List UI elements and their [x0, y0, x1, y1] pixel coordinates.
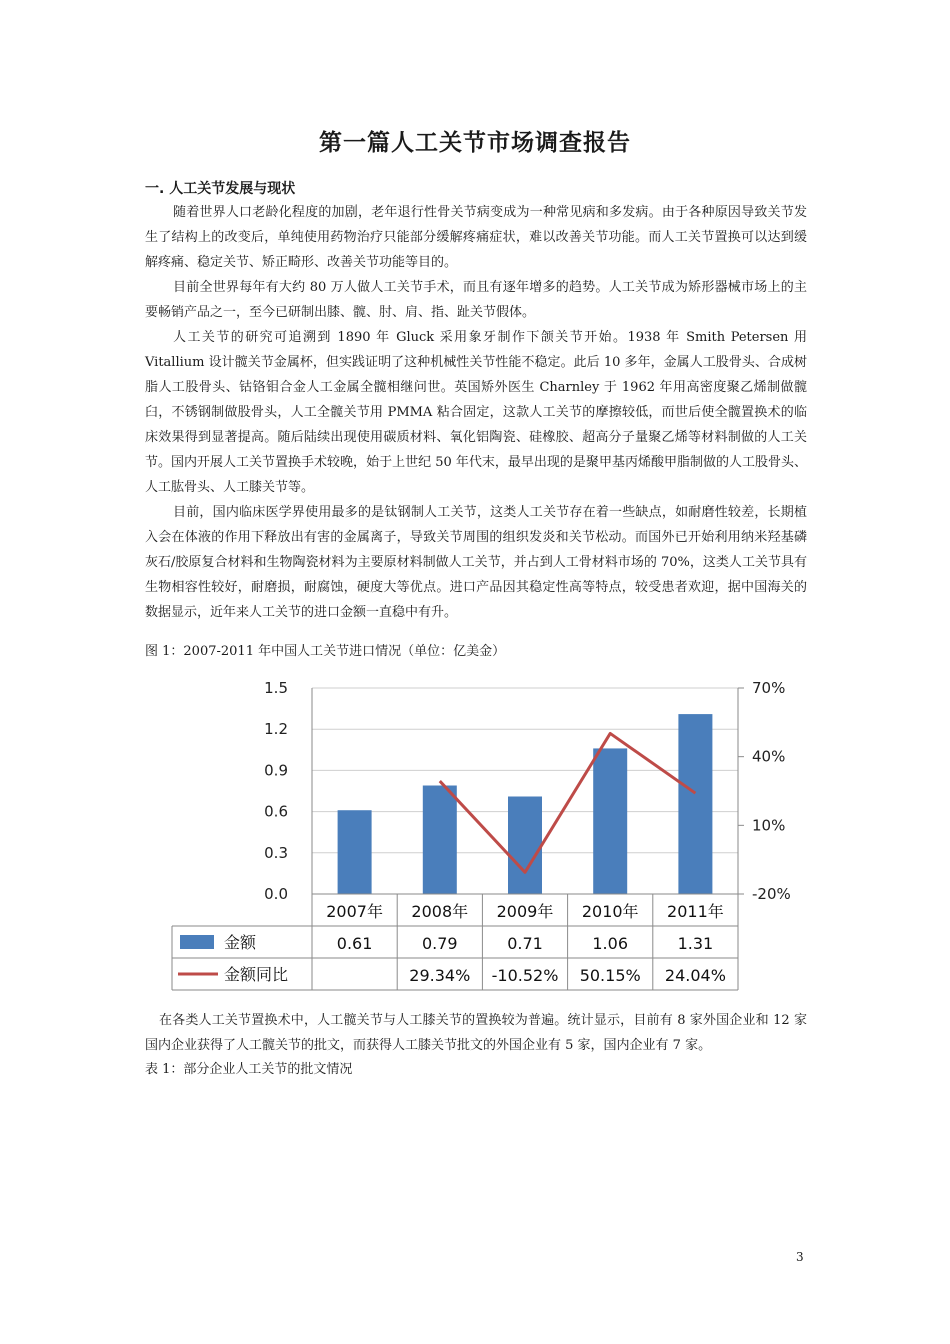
bar-2007年 — [338, 810, 372, 894]
yoy-value-label: 29.34% — [409, 966, 471, 985]
chart-svg — [170, 668, 810, 998]
bar-2010年 — [593, 748, 627, 894]
right-tick-label: 40% — [752, 747, 786, 766]
right-tick-label: 70% — [752, 679, 786, 697]
right-tick-label: 10% — [752, 816, 786, 835]
paragraph-1: 随着世界人口老龄化程度的加剧，老年退行性骨关节病变成为一种常见病和多发病。由于各种原因导致关节发生了结构上的改变后，单纯使用药物治疗只能部分缓解疼痛症状，难以改善关节功能。而人工关节置换可以达到缓解疼痛、稳定关节、矫正畸形、改善关节功能等目的。 — [145, 205, 807, 270]
category-label: 2007年 — [326, 902, 383, 921]
left-tick-label: 1.2 — [264, 720, 288, 739]
category-label: 2010年 — [581, 902, 639, 921]
bar-2008年 — [423, 786, 457, 894]
bar-value-label: 0.71 — [507, 934, 543, 953]
category-label: 2011年 — [667, 902, 724, 921]
bar-legend-key — [180, 935, 214, 949]
left-tick-label: 1.5 — [264, 679, 288, 697]
left-tick-label: 0.0 — [264, 885, 288, 903]
bar-value-label: 1.31 — [677, 934, 714, 953]
yoy-value-label: 50.15% — [579, 966, 641, 985]
bar-2009年 — [508, 796, 542, 894]
document-title: 第一篇人工关节市场调查报告 — [319, 130, 631, 156]
page-number: 3 — [796, 1250, 804, 1264]
category-label: 2009年 — [496, 902, 554, 921]
after-chart-paragraph: 在各类人工关节置换术中，人工髋关节与人工膝关节的置换较为普遍。统计显示，目前有 8 家外国企业和 12 家国内企业获得了人工髋关节的批文，而获得人工膝关节批文的外国企业有 5 家，国内企业有 7 家。 — [145, 1013, 807, 1053]
table-caption: 表 1：部分企业人工关节的批文情况 — [145, 1062, 353, 1077]
left-tick-label: 0.6 — [264, 802, 288, 821]
bar-value-label: 1.06 — [592, 934, 629, 953]
paragraph-3: 人工关节的研究可追溯到 1890 年 Gluck 采用象牙制作下颌关节开始。1938 年 Smith Petersen 用 Vitallium 设计髋关节金属杯，但实践证明了这种机械性关节性能不稳定。此后 10 多年，金属人工股骨头、合成树脂人工股骨头、钴铬钼合金人工金属全髋相继问世。英国矫外医生 Charnley 于 1962 年用高密度聚乙烯制做髋臼，不锈钢制做股骨头，人工全髋关节用 PMMA 粘合固定，这款人工关节的摩擦较低，而世后使全髋置换术的临床效果得到显著提高。随后陆续出现使用碳质材料、氧化铝陶瓷、硅橡胶、超高分子量聚乙烯等材料制做的人工关节。国内开展人工关节置换手术较晚，始于上世纪 50 年代末，最早出现的是聚甲基丙烯酸甲脂制做的人工股骨头、人工肱骨头、人工膝关节等。 — [145, 330, 807, 495]
after-chart-text — [145, 1008, 807, 1058]
paragraph-2: 目前全世界每年有大约 80 万人做人工关节手术，而且有逐年增多的趋势。人工关节成为矫形器械市场上的主要畅销产品之一，至今已研制出膝、髋、肘、肩、指、趾关节假体。 — [145, 280, 807, 320]
yoy-value-label: -10.52% — [491, 966, 559, 985]
line-series-name: 金额同比 — [224, 965, 289, 984]
import-chart — [170, 668, 810, 998]
left-tick-label: 0.9 — [264, 761, 288, 780]
bar-value-label: 0.79 — [421, 934, 458, 953]
category-label: 2008年 — [411, 902, 469, 921]
yoy-line — [440, 733, 696, 872]
bar-2011年 — [678, 714, 712, 894]
body-text — [145, 200, 807, 625]
right-tick-label: -20% — [752, 885, 791, 903]
section-heading: 一. 人工关节发展与现状 — [145, 181, 296, 197]
bar-value-label: 0.61 — [336, 934, 373, 953]
left-tick-label: 0.3 — [264, 843, 288, 862]
figure-caption: 图 1：2007-2011 年中国人工关节进口情况（单位：亿美金） — [145, 644, 506, 659]
yoy-value-label: 24.04% — [664, 966, 726, 985]
paragraph-4: 目前，国内临床医学界使用最多的是钛钢制人工关节，这类人工关节存在着一些缺点，如耐磨性较差，长期植入会在体液的作用下释放出有害的金属离子，导致关节周围的组织发炎和关节松动。而国外已开始利用纳米羟基磷灰石/胶原复合材料和生物陶瓷材料为主要原材料制做人工关节，并占到人工骨材料市场的 70%，这类人工关节具有生物相容性较好，耐磨损，耐腐蚀，硬度大等优点。进口产品因其稳定性高等特点，较受患者欢迎，据中国海关的数据显示，近年来人工关节的进口金额一直稳中有升。 — [145, 505, 807, 620]
bar-series-name: 金额 — [224, 933, 257, 952]
